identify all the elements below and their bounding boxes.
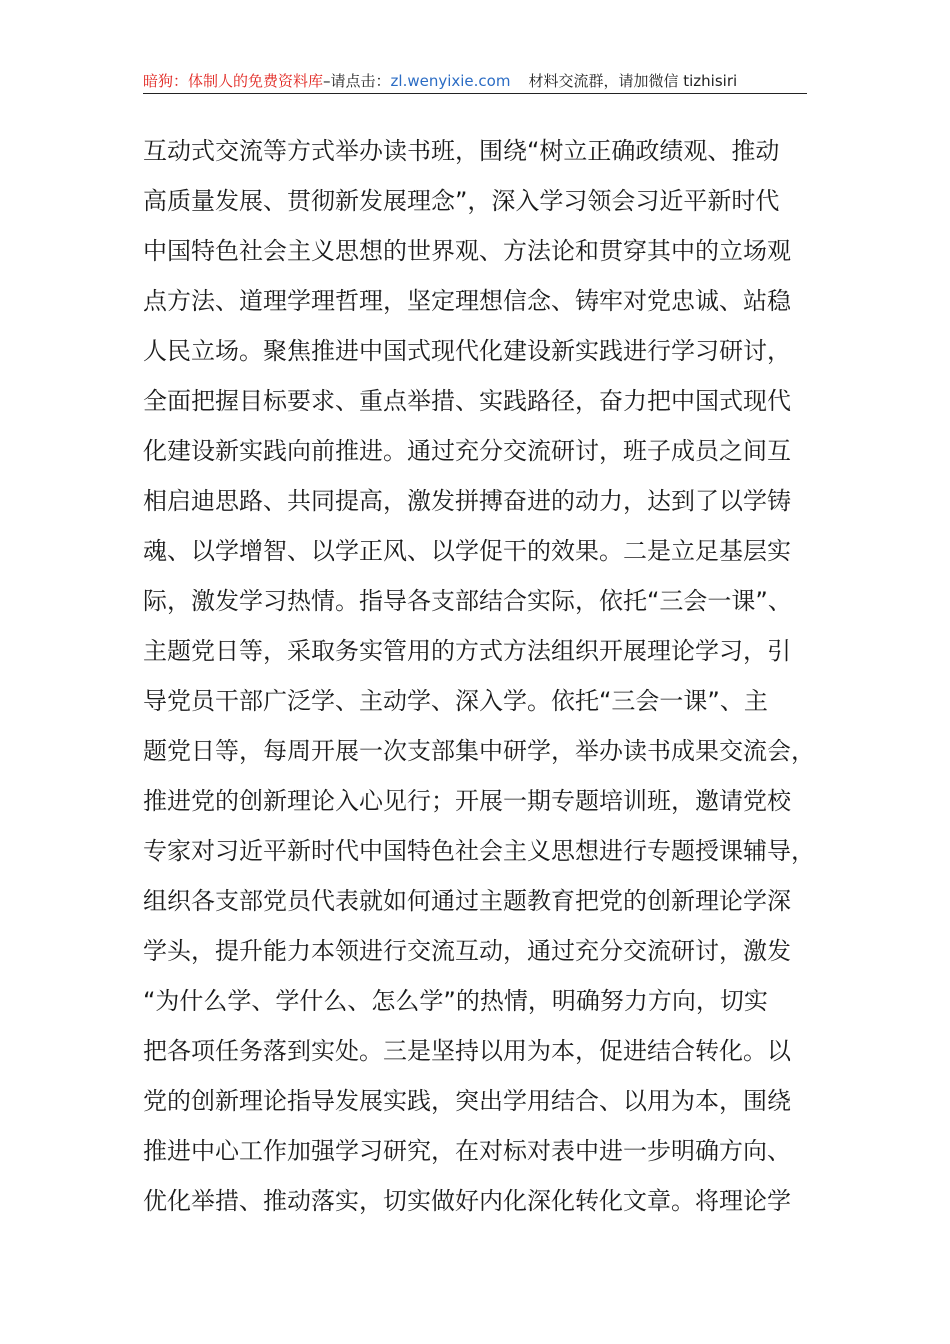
body-line: “为什么学、学什么、怎么学”的热情，明确努力方向，切实 (143, 987, 768, 1015)
header-link[interactable]: zl.wenyixie.com (390, 72, 511, 90)
body-line: 推进党的创新理论入心见行；开展一期专题培训班，邀请党校 (143, 787, 791, 815)
body-line: 化建设新实践向前推进。通过充分交流研讨，班子成员之间互 (143, 437, 791, 465)
body-line: 高质量发展、贯彻新发展理念”，深入学习领会习近平新时代 (143, 187, 780, 215)
body-line: 主题党日等，采取务实管用的方式方法组织开展理论学习，引 (143, 637, 791, 665)
header-contact: 材料交流群，请加微信 tizhisiri (528, 72, 738, 90)
header-prompt: –请点击： (323, 72, 391, 90)
body-line: 推进中心工作加强学习研究，在对标对表中进一步明确方向、 (143, 1137, 791, 1165)
header-brand: 暗狗：体制人的免费资料库 (143, 72, 324, 90)
body-line: 专家对习近平新时代中国特色社会主义思想进行专题授课辅导， (143, 837, 815, 865)
body-line: 人民立场。聚焦推进中国式现代化建设新实践进行学习研讨， (143, 337, 791, 365)
body-line: 党的创新理论指导发展实践，突出学用结合、以用为本，围绕 (143, 1087, 791, 1115)
document-body (143, 126, 815, 1226)
body-line: 中国特色社会主义思想的世界观、方法论和贯穿其中的立场观 (143, 237, 791, 265)
body-line: 把各项任务落到实处。三是坚持以用为本，促进结合转化。以 (143, 1037, 791, 1065)
body-line: 际，激发学习热情。指导各支部结合实际，依托“三会一课”、 (143, 587, 792, 615)
body-line: 点方法、道理学理哲理，坚定理想信念、铸牢对党忠诚、站稳 (143, 287, 791, 315)
body-line: 学头，提升能力本领进行交流互动，通过充分交流研讨，激发 (143, 937, 791, 965)
body-line: 组织各支部党员代表就如何通过主题教育把党的创新理论学深 (143, 887, 791, 915)
body-line: 相启迪思路、共同提高，激发拼搏奋进的动力，达到了以学铸 (143, 487, 791, 515)
body-line: 优化举措、推动落实，切实做好内化深化转化文章。将理论学 (143, 1187, 791, 1215)
body-line: 全面把握目标要求、重点举措、实践路径，奋力把中国式现代 (143, 387, 791, 415)
body-line: 互动式交流等方式举办读书班，围绕“树立正确政绩观、推动 (143, 137, 780, 165)
body-line: 导党员干部广泛学、主动学、深入学。依托“三会一课”、主 (143, 687, 768, 715)
header-divider (143, 93, 807, 94)
body-line: 题党日等，每周开展一次支部集中研学，举办读书成果交流会， (143, 737, 815, 765)
body-line: 魂、以学增智、以学正风、以学促干的效果。二是立足基层实 (143, 537, 791, 565)
page-header (143, 70, 807, 94)
